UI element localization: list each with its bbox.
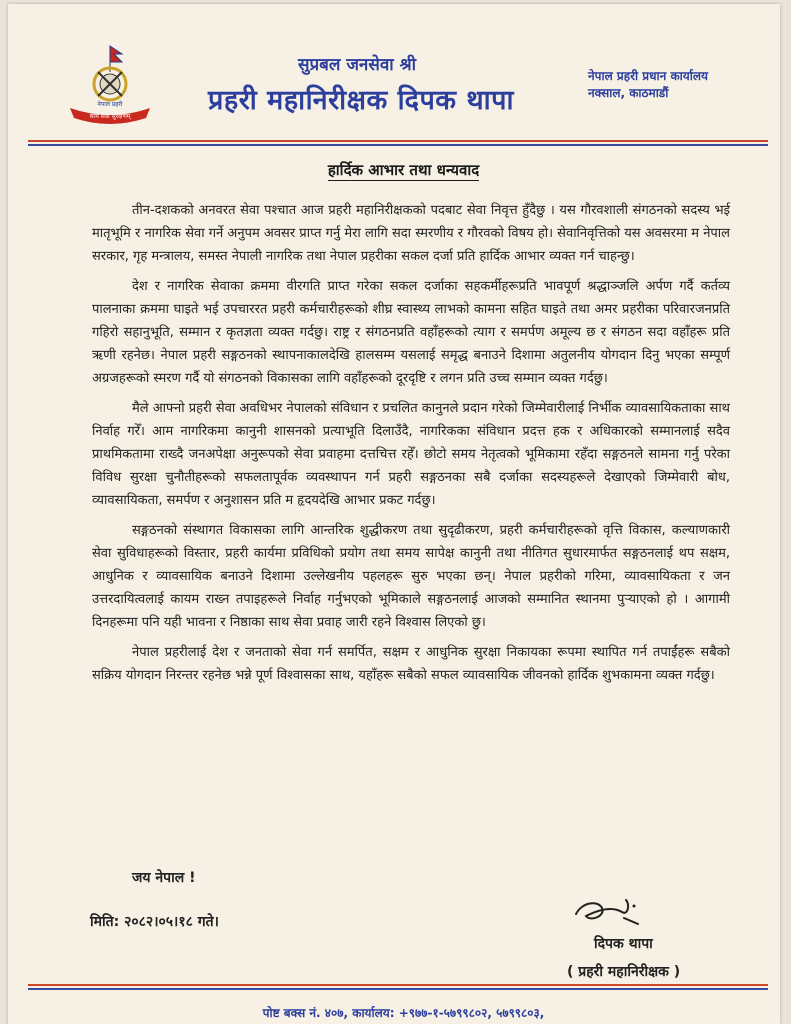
office-line-1: नेपाल प्रहरी प्रधान कार्यालय [588,69,708,83]
handwritten-signature [568,892,648,932]
header-divider [28,140,768,146]
header-tagline: सुप्रबल जनसेवा श्री [298,55,417,75]
letter-date: मिति: २०८२।०५।१८ गते। [90,914,219,930]
header-name: प्रहरी महानिरीक्षक दिपक थापा [208,85,514,116]
letter-title: हार्दिक आभार तथा धन्यवाद [327,161,480,179]
office-address [588,68,708,102]
signatory-position: ( प्रहरी महानिरीक्षक ) [567,964,681,980]
paragraph: तीन-दशकको अनवरत सेवा पश्चात आज प्रहरी महानिरीक्षकको पदबाट सेवा निवृत्त हुँदैछु । यस गौरवशाली संगठनको सदस्य भई मातृभूमि र नागरिक सेवा गर्ने अनुपम अवसर प्राप्त गर्नु मेरा लागि सदा स्मरणीय र गौरवको विषय हो। सेवानिवृत्तिको यस अवसरमा म नेपाल सरकार, गृह मन्त्रालय, समस्त नेपाली नागरिक तथा नेपाल प्रहरीका सकल दर्जा प्रति हार्दिक आभार व्यक्त गर्न चाहन्छु। [92,203,730,264]
office-line-2: नक्साल, काठमाडौं [588,86,669,100]
paragraph: सङ्गठनको संस्थागत विकासका लागि आन्तरिक शुद्धीकरण तथा सुदृढीकरण, प्रहरी कर्मचारीहरूको वृत्ति विकास, कल्याणकारी सेवा सुविधाहरूको विस्तार, प्रहरी कार्यमा प्रविधिको प्रयोग तथा समय सापेक्ष कानुनी तथा नीतिगत सुधारमार्फत सङ्गठनलाई थप सक्षम, आधुनिक र व्यावसायिक बनाउने दिशामा उल्लेखनीय पहलहरू सुरु भएका छन्। नेपाल प्रहरीको गरिमा, व्यावसायिकता र जन उत्तरदायित्वलाई कायम राख्न तपाइहरूले निर्वाह गर्नुभएको भूमिकाले सङ्गठनलाई आजको सम्मानित स्थानमा पुऱ्याएको हो । आगामी दिनहरूमा पनि यही भावना र निष्ठाका साथ सेवा प्रवाह जारी रहने विश्वास लिएको छु। [92,523,730,630]
paragraph: मैले आफ्नो प्रहरी सेवा अवधिभर नेपालको संविधान र प्रचलित कानुनले प्रदान गरेको जिम्मेवारीलाई निर्भीक व्यावसायिकताका साथ निर्वाह गरेँ। आम नागरिकमा कानुनी शासनको प्रत्याभूति दिलाउँदै, नागरिकका संविधान प्रदत्त हक र अधिकारको सम्मानलाई सदैव प्राथमिकतामा राख्दै जनअपेक्षा अनुरूपको सेवा प्रवाहमा दत्तचित्त रहेँ। छोटो समय नेतृत्वको भूमिकामा रहँदा सङ्गठनले सामना गर्नु परेका विविध सुरक्षा चुनौतीहरूको सफलतापूर्वक व्यवस्थापन गर्न प्रहरी सङ्गठनका सबै दर्जाका सदस्यहरूले देखाएको जिम्मेवारी बोध, व्यावसायिकता, समर्पण र अनुशासन प्रति म हृदयदेखि आभार प्रकट गर्दछु। [92,401,730,508]
footer-divider [28,984,768,990]
emblem-text-lower: सत्य सेवा सुरक्षणम् [89,113,131,120]
paragraph: नेपाल प्रहरीलाई देश र जनताको सेवा गर्न समर्पित, सक्षम र आधुनिक सुरक्षा निकायका रूपमा स्थापित गर्न तपाईंहरू सबैको सक्रिय योगदान निरन्तर रहनेछ भन्ने पूर्ण विश्वासका साथ, यहाँहरू सबैको सफल व्यावसायिक जीवनको हार्दिक शुभकामना व्यक्त गर्दछु। [92,645,730,684]
letter-page [8,4,780,1024]
paragraph: देश र नागरिक सेवाका क्रममा वीरगति प्राप्त गरेका सकल दर्जाका सहकर्मीहरूप्रति भावपूर्ण श्रद्धाञ्जलि अर्पण गर्दै कर्तव्य पालनाका क्रममा घाइते भई उपचाररत प्रहरी कर्मचारीहरूको शीघ्र स्वास्थ्य लाभको कामना सहित घाइते तथा अमर प्रहरीका परिवारजनप्रति गहिरो सहानुभूति, सम्मान र कृतज्ञता व्यक्त गर्दछु। राष्ट्र र संगठनप्रति वहाँहरूको त्याग र समर्पण अमूल्य छ र संगठन सदा वहाँहरू प्रति ऋणी रहनेछ। नेपाल प्रहरी सङ्गठनको स्थापनाकालदेखि हालसम्म यसलाई समृद्ध बनाउने दिशामा अतुलनीय योगदान दिनु भएका सम्पूर्ण अग्रजहरूको स्मरण गर्दै यो संगठनको विकासका लागि वहाँहरूको दूरदृष्टि र लगन प्रति उच्च सम्मान व्यक्त गर्दछु। [92,279,730,386]
emblem-text-upper: नेपाल प्रहरी [97,101,123,108]
letter-body [92,200,730,696]
signatory-name: दिपक थापा [594,936,653,952]
closing-salutation: जय नेपाल ! [132,870,196,886]
nepal-police-emblem [60,42,160,126]
footer-contact: पोष्ट बक्स नं. ४०७, कार्यालय: +९७७-१-५७९९८०२, ५७९९८०३, [262,1006,545,1020]
